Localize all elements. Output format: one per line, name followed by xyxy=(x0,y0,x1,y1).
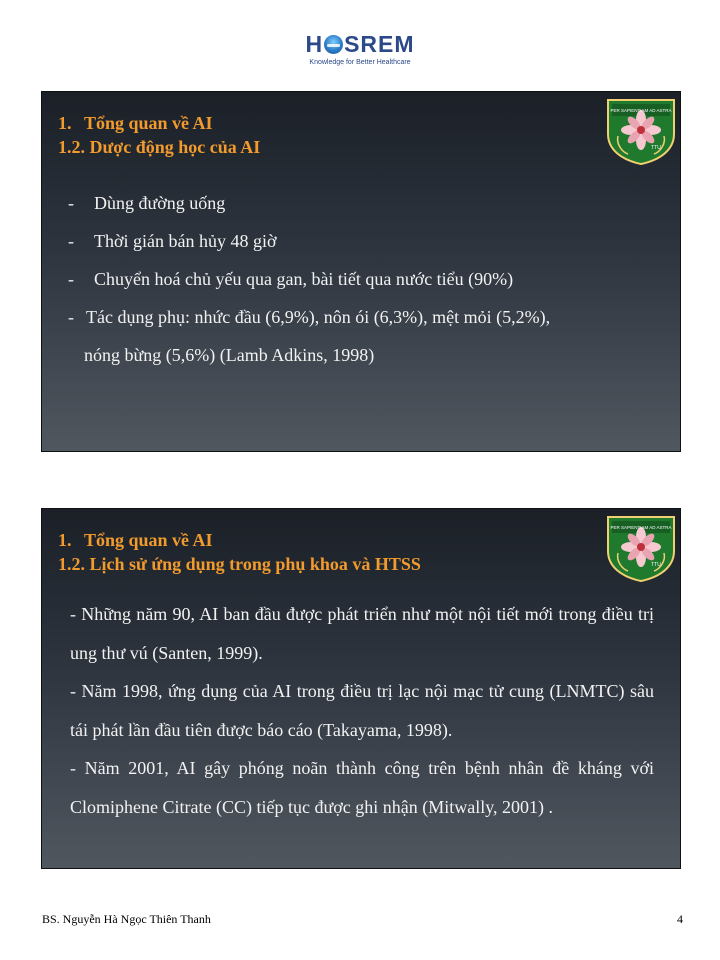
slide-heading xyxy=(58,111,260,159)
slide-heading xyxy=(58,528,421,576)
paragraph: - Năm 1998, ứng dụng của AI trong điều trị lạc nội mạc tử cung (LNMTC) sâu tái phát lần đầu tiên được báo cáo (Takayama, 1998). xyxy=(70,681,654,740)
list-item-text: nóng bừng (5,6%) (Lamb Adkins, 1998) xyxy=(84,345,375,365)
ttu-badge-icon xyxy=(604,96,678,166)
list-item-continuation xyxy=(68,336,650,374)
section-number: 1. xyxy=(58,113,72,133)
badge-motto: PER SAPIENTIAM AD ASTRA xyxy=(610,525,672,530)
section-title: Tổng quan về AI xyxy=(84,530,213,550)
hosrem-logo xyxy=(0,32,720,66)
list-item-text: Chuyển hoá chủ yếu qua gan, bài tiết qua nước tiểu (90%) xyxy=(94,269,514,289)
list-item: - Thời gián bán hủy 48 giờ xyxy=(68,231,277,251)
badge-ttu: TTU xyxy=(651,145,661,151)
logo-wordmark xyxy=(0,32,720,56)
list-item: - Tác dụng phụ: nhức đầu (6,9%), nôn ói (6,3%), mệt mỏi (5,2%), xyxy=(68,307,551,327)
logo-letters-srem: SREM xyxy=(344,31,415,57)
ttu-badge-icon xyxy=(604,513,678,583)
logo-tagline: Knowledge for Better Healthcare xyxy=(309,59,411,66)
history-paragraphs xyxy=(70,595,654,826)
list-item-text: Thời gián bán hủy 48 giờ xyxy=(94,231,277,251)
list-item-text: Tác dụng phụ: nhức đầu (6,9%), nôn ói (6,3%), mệt mỏi (5,2%), xyxy=(86,307,551,327)
badge-motto: PER SAPIENTIAM AD ASTRA xyxy=(610,108,672,113)
list-item: - Dùng đường uống xyxy=(68,193,226,213)
globe-icon xyxy=(324,35,343,54)
logo-letter-h: H xyxy=(305,31,324,57)
page-number: 4 xyxy=(677,912,683,926)
paragraph: - Những năm 90, AI ban đầu được phát triển như một nội tiết mới trong điều trị ung thư vú (Santen, 1999). xyxy=(70,604,654,663)
list-item: - Chuyển hoá chủ yếu qua gan, bài tiết qua nước tiểu (90%) xyxy=(68,269,514,289)
slide-title xyxy=(58,528,421,552)
bullet-list xyxy=(68,184,650,374)
slide-title xyxy=(58,111,260,135)
slide-history xyxy=(41,508,681,869)
footer-author: BS. Nguyễn Hà Ngọc Thiên Thanh xyxy=(42,912,211,926)
slide-subtitle: 1.2. Dược động học của AI xyxy=(58,137,261,157)
badge-ttu: TTU xyxy=(651,562,661,568)
slide-pharmacokinetics xyxy=(41,91,681,452)
list-item-text: Dùng đường uống xyxy=(94,193,226,213)
paragraph: - Năm 2001, AI gây phóng noãn thành công trên bệnh nhân đề kháng với Clomiphene Citrate (CC) tiếp tục được ghi nhận (Mitwally, 2001) . xyxy=(70,758,654,817)
section-title: Tổng quan về AI xyxy=(84,113,213,133)
slide-subtitle: 1.2. Lịch sử ứng dụng trong phụ khoa và HTSS xyxy=(58,554,421,574)
section-number: 1. xyxy=(58,530,72,550)
